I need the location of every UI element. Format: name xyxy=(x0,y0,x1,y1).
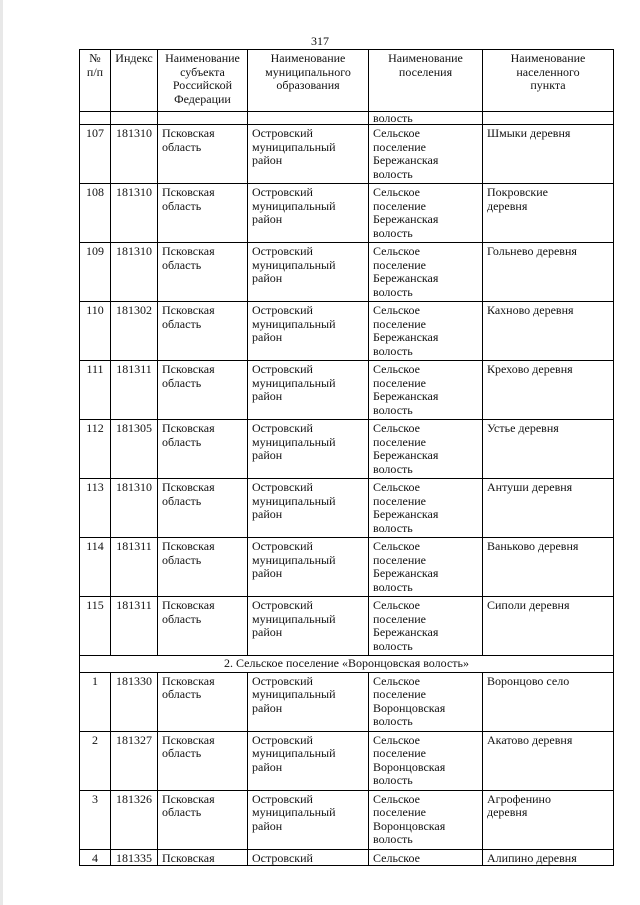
municipality-name: Островский муниципальный район xyxy=(248,243,369,302)
postal-index: 181310 xyxy=(111,479,158,538)
header-locality: Наименование населенного пункта xyxy=(483,50,614,112)
table-row xyxy=(80,849,614,866)
locality-name: Акатово деревня xyxy=(483,731,614,790)
settlement-name: Сельское поселение Бережанская волость xyxy=(369,420,483,479)
table-row xyxy=(80,243,614,302)
header-number: № п/п xyxy=(80,50,111,112)
subject-name: Псковская область xyxy=(158,538,248,597)
subject-name: Псковская область xyxy=(158,125,248,184)
settlement-name: Сельское поселение Бережанская волость xyxy=(369,243,483,302)
settlement-name: Сельское xyxy=(369,849,483,866)
locality-name: Агрофенино деревня xyxy=(483,790,614,849)
municipality-name: Островский xyxy=(248,849,369,866)
postal-index: 181310 xyxy=(111,125,158,184)
postal-index: 181326 xyxy=(111,790,158,849)
postal-index: 181310 xyxy=(111,243,158,302)
postal-index: 181311 xyxy=(111,361,158,420)
table-header-row xyxy=(80,50,614,112)
municipality-name: Островский муниципальный район xyxy=(248,420,369,479)
postal-index: 181302 xyxy=(111,302,158,361)
row-number: 1 xyxy=(80,672,111,731)
postal-index: 181330 xyxy=(111,672,158,731)
row-number: 113 xyxy=(80,479,111,538)
municipality-name: Островский муниципальный район xyxy=(248,125,369,184)
locality-name: Ваньково деревня xyxy=(483,538,614,597)
settlement-name: Сельское поселение Бережанская волость xyxy=(369,125,483,184)
postal-index: 181310 xyxy=(111,184,158,243)
locality-name: Антуши деревня xyxy=(483,479,614,538)
settlement-name: Сельское поселение Воронцовская волость xyxy=(369,731,483,790)
municipality-name: Островский муниципальный район xyxy=(248,361,369,420)
page-number: 317 xyxy=(311,34,329,48)
postal-index: 181335 xyxy=(111,849,158,866)
section-title: 2. Сельское поселение «Воронцовская волость» xyxy=(80,656,614,673)
row-number: 108 xyxy=(80,184,111,243)
row-number: 4 xyxy=(80,849,111,866)
table-row xyxy=(80,538,614,597)
subject-name: Псковская область xyxy=(158,361,248,420)
row-number: 107 xyxy=(80,125,111,184)
locality-register-table xyxy=(79,49,614,866)
continuation-settlement: волость xyxy=(369,112,483,125)
row-number: 3 xyxy=(80,790,111,849)
postal-index: 181305 xyxy=(111,420,158,479)
settlement-name: Сельское поселение Бережанская волость xyxy=(369,479,483,538)
subject-name: Псковская область xyxy=(158,790,248,849)
subject-name: Псковская область xyxy=(158,420,248,479)
table-row xyxy=(80,597,614,656)
locality-name: Сиполи деревня xyxy=(483,597,614,656)
locality-name: Кахново деревня xyxy=(483,302,614,361)
locality-name: Гольнево деревня xyxy=(483,243,614,302)
postal-index: 181311 xyxy=(111,538,158,597)
locality-name: Воронцово село xyxy=(483,672,614,731)
subject-name: Псковская область xyxy=(158,184,248,243)
settlement-name: Сельское поселение Воронцовская волость xyxy=(369,672,483,731)
subject-name: Псковская область xyxy=(158,731,248,790)
locality-name: Шмыки деревня xyxy=(483,125,614,184)
settlement-name: Сельское поселение Бережанская волость xyxy=(369,597,483,656)
table-row xyxy=(80,731,614,790)
table-row xyxy=(80,184,614,243)
municipality-name: Островский муниципальный район xyxy=(248,672,369,731)
row-number: 115 xyxy=(80,597,111,656)
row-number: 111 xyxy=(80,361,111,420)
continuation-row xyxy=(80,112,614,125)
settlement-name: Сельское поселение Бережанская волость xyxy=(369,538,483,597)
locality-name: Крехово деревня xyxy=(483,361,614,420)
locality-name: Алипино деревня xyxy=(483,849,614,866)
municipality-name: Островский муниципальный район xyxy=(248,479,369,538)
settlement-name: Сельское поселение Бережанская волость xyxy=(369,361,483,420)
postal-index: 181311 xyxy=(111,597,158,656)
scan-edge xyxy=(0,0,3,905)
municipality-name: Островский муниципальный район xyxy=(248,790,369,849)
municipality-name: Островский муниципальный район xyxy=(248,731,369,790)
municipality-name: Островский муниципальный район xyxy=(248,184,369,243)
table-row xyxy=(80,125,614,184)
postal-index: 181327 xyxy=(111,731,158,790)
municipality-name: Островский муниципальный район xyxy=(248,302,369,361)
municipality-name: Островский муниципальный район xyxy=(248,538,369,597)
header-settlement: Наименование поселения xyxy=(369,50,483,112)
subject-name: Псковская xyxy=(158,849,248,866)
locality-name: Устье деревня xyxy=(483,420,614,479)
header-index: Индекс xyxy=(111,50,158,112)
municipality-name: Островский муниципальный район xyxy=(248,597,369,656)
subject-name: Псковская область xyxy=(158,479,248,538)
subject-name: Псковская область xyxy=(158,597,248,656)
row-number: 112 xyxy=(80,420,111,479)
table-row xyxy=(80,479,614,538)
row-number: 109 xyxy=(80,243,111,302)
section-heading-row xyxy=(80,656,614,673)
subject-name: Псковская область xyxy=(158,672,248,731)
subject-name: Псковская область xyxy=(158,302,248,361)
table-row xyxy=(80,672,614,731)
table-row xyxy=(80,790,614,849)
table-row xyxy=(80,361,614,420)
row-number: 110 xyxy=(80,302,111,361)
settlement-name: Сельское поселение Бережанская волость xyxy=(369,184,483,243)
row-number: 114 xyxy=(80,538,111,597)
settlement-name: Сельское поселение Воронцовская волость xyxy=(369,790,483,849)
header-municipality: Наименование муниципального образования xyxy=(248,50,369,112)
row-number: 2 xyxy=(80,731,111,790)
settlement-name: Сельское поселение Бережанская волость xyxy=(369,302,483,361)
locality-name: Покровские деревня xyxy=(483,184,614,243)
table-row xyxy=(80,420,614,479)
header-subject: Наименование субъекта Российской Федерации xyxy=(158,50,248,112)
table-row xyxy=(80,302,614,361)
subject-name: Псковская область xyxy=(158,243,248,302)
